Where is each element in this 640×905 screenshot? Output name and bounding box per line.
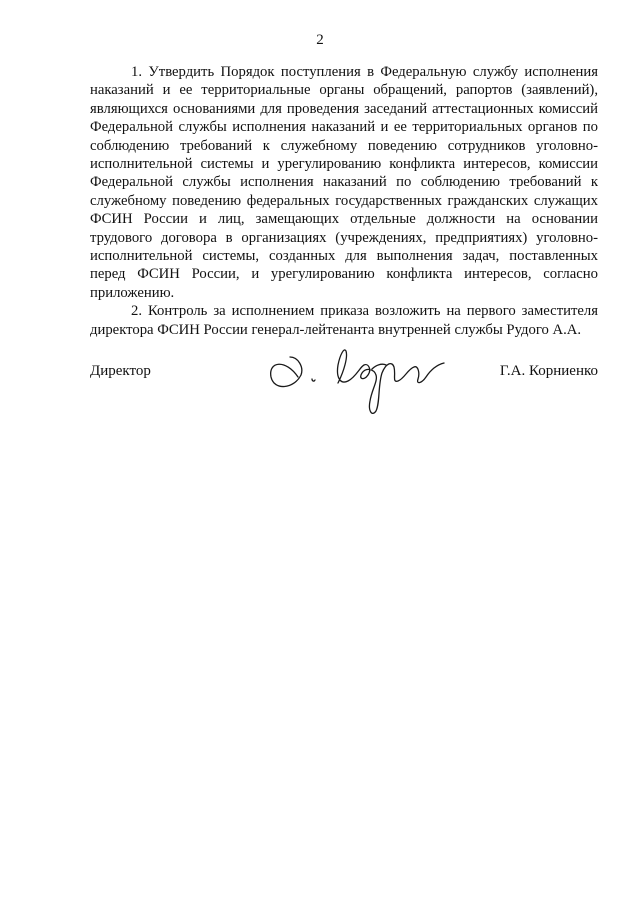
paragraph-2: 2. Контроль за исполнением приказа возложить на первого заместителя директора ФСИН России генерал-лейтенанта внутренней службы Рудого А.А. — [90, 303, 598, 338]
signature-dot-stroke — [312, 379, 315, 381]
order-text — [90, 63, 598, 339]
signature-main-stroke — [337, 350, 444, 413]
signatory-name: Г.А. Корниенко — [499, 363, 598, 379]
paragraph-1: 1. Утвердить Порядок поступления в Федеральную службу исполнения наказаний и ее территориальные органы обращений, рапортов (заявлений), являющихся основаниями для проведения заседаний аттестационных комиссий Федеральной службы исполнения наказаний и ее территориальных органов по соблюдению требований к служебному поведению сотрудников уголовно-исполнительной системы и урегулированию конфликта интересов, комиссии Федеральной службы исполнения наказаний по соблюдению требований к служебному поведению федеральных государственных гражданских служащих ФСИН России и лиц, замещающих отдельные должности на основании трудового договора в организациях (учреждениях, предприятиях) уголовно-исполнительной системы, созданных для выполнения задач, поставленных перед ФСИН России, и урегулированию конфликта интересов, согласно приложению. — [90, 64, 598, 301]
signature-initial-stroke — [271, 357, 302, 387]
page-number: 2 — [316, 32, 324, 48]
signatory-title: Директор — [90, 363, 151, 379]
handwritten-signature — [268, 345, 458, 420]
signature-block — [90, 355, 598, 435]
